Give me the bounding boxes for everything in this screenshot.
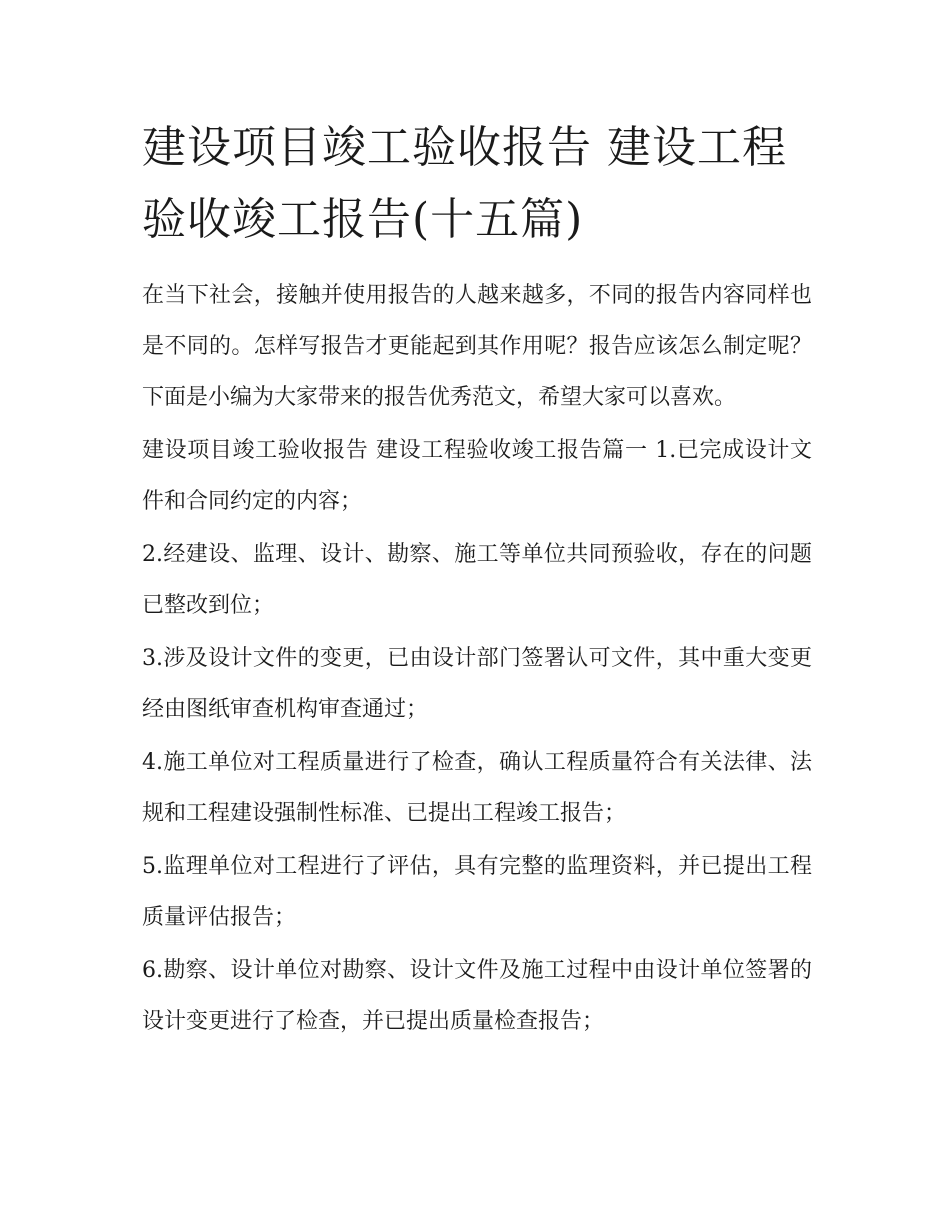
section-one-item-3: 3.涉及设计文件的变更，已由设计部门签署认可文件，其中重大变更经由图纸审查机构审查通过； (142, 646, 812, 722)
document-title: 建设项目竣工验收报告 建设工程验收竣工报告(十五篇) (142, 122, 787, 245)
section-one-item-4: 4.施工单位对工程质量进行了检查，确认工程质量符合有关法律、法规和工程建设强制性标准、已提出工程竣工报告； (142, 750, 812, 826)
document-page (142, 112, 812, 1049)
section-one-item-6: 6.勘察、设计单位对勘察、设计文件及施工过程中由设计单位签署的设计变更进行了检查，并已提出质量检查报告； (142, 958, 812, 1034)
section-one-item-1: 建设项目竣工验收报告 建设工程验收竣工报告篇一 1.已完成设计文件和合同约定的内容； (142, 438, 812, 514)
intro-paragraph: 在当下社会，接触并使用报告的人越来越多，不同的报告内容同样也是不同的。怎样写报告才更能起到其作用呢？报告应该怎么制定呢？下面是小编为大家带来的报告优秀范文，希望大家可以喜欢。 (142, 283, 812, 410)
section-one-item-2: 2.经建设、监理、设计、勘察、施工等单位共同预验收，存在的问题已整改到位； (142, 542, 812, 618)
section-one-item-5: 5.监理单位对工程进行了评估，具有完整的监理资料，并已提出工程质量评估报告； (142, 854, 812, 930)
